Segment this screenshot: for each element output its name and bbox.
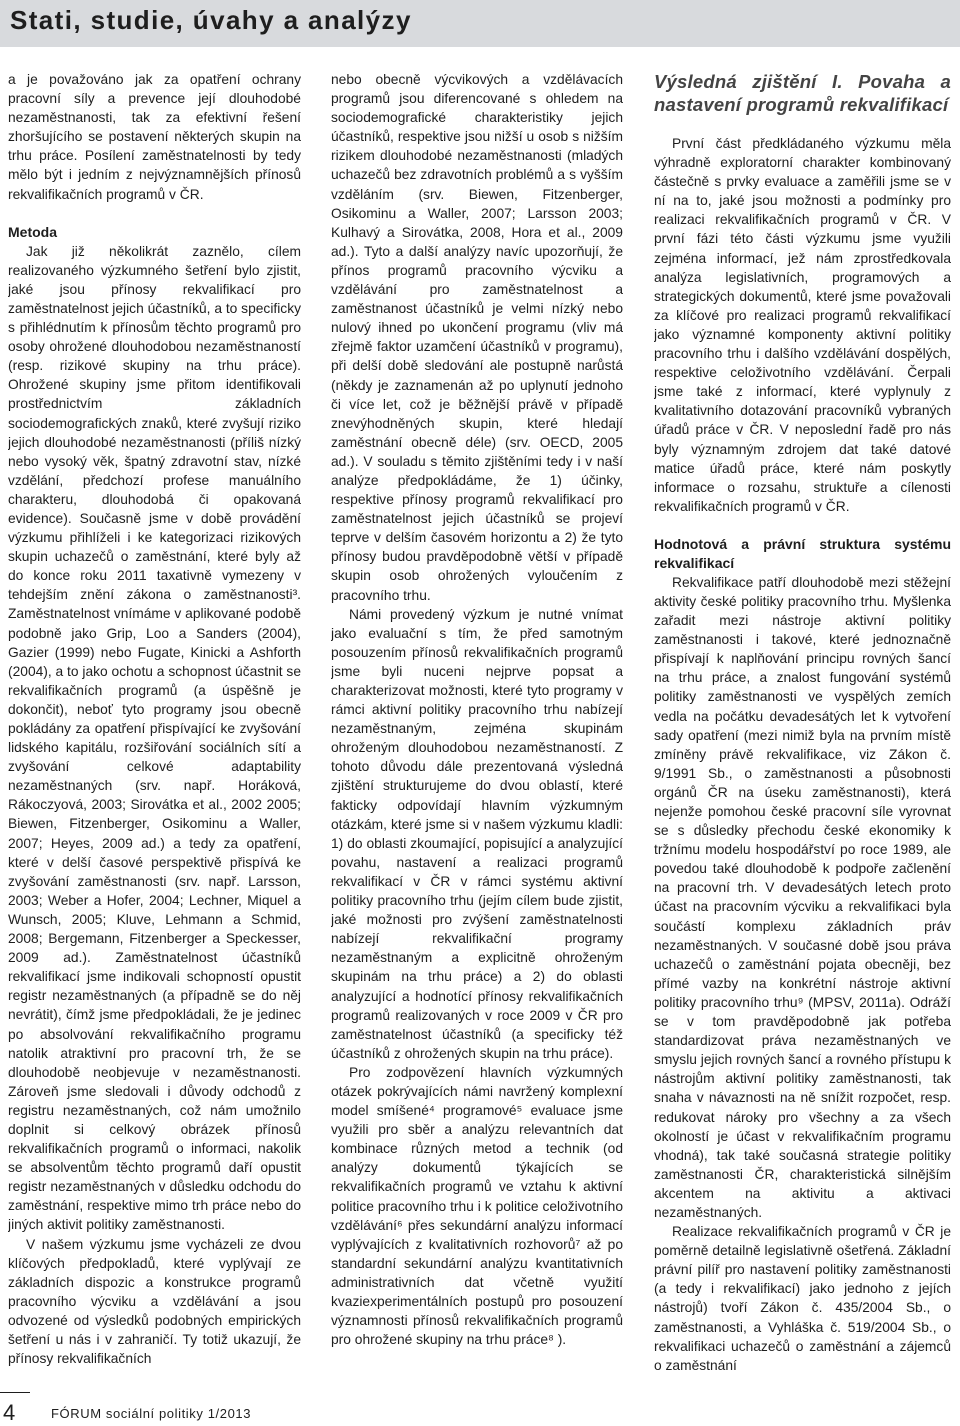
text-column-right: [654, 70, 951, 1390]
section-heading-metoda: Metoda: [8, 223, 57, 240]
paragraph: V našem výzkumu jsme vycházeli ze dvou klíčových předpokladů, které vyplývají ze základních dispozic a konstrukce programů pracovního výcviku a vzdělávání a jsou odvozené od výsledků podobných empirických šetření u nás i v zahraničí. Ty totiž ukazují, že přínosy rekvalifikačních: [8, 1236, 301, 1367]
footer-rule: [0, 1392, 30, 1393]
text-column-middle: [331, 70, 623, 1390]
paragraph: Realizace rekvalifikačních programů v ČR je poměrně detailně legislativně ošetřená. Základní právní pilíř pro nastavení politiky zaměstnanosti (a tedy i rekvalifikací) jako jednoho z jejích nástrojů) tvoří Zákon č. 435/2004 Sb., o zaměstnanosti, a Vyhláška č. 519/2004 Sb., o rekvalifikaci uchazečů o zaměstnání a zájemců o zaměstnání: [654, 1224, 951, 1373]
section-heading-results: Výsledná zjištění I. Povaha a nastavení programů rekvalifikací: [654, 71, 951, 115]
page-number: 4: [3, 1400, 16, 1425]
journal-title: FÓRUM sociální politiky 1/2013: [51, 1406, 252, 1421]
paragraph: První část předkládaného výzkumu měla výhradně exploratorní charakter kombinovaný částečně s prvky evaluace a zaměřili jsme se v ní na to, jaké jsou možnosti a podmínky pro realizaci rekvalifikačních programů v ČR. V první fázi této části výzkumu jsme využili zejména informací, jež nám zprostředkovala analýza legislativních, programových a strategických dokumentů, které jsme považovali za klíčové pro realizaci programů rekvalifikací jako významné komponenty aktivní politiky pracovního trhu i dalšího vzdělávání dospělých, respektive celoživotního vzdělávání. Čerpali jsme také z informací, které vyplynuly z kvalitativního dotazování pracovníků vybraných úřadů práce v ČR. V neposlední řadě pro nás byly významným zdrojem dat také datové matice úřadů práce, které nám poskytly informace o rozsahu, struktuře a cílenosti rekvalifikačních programů v ČR.: [654, 136, 951, 514]
paragraph: nebo obecně výcvikových a vzdělávacích programů jsou diferencované s ohledem na sociodemografické charakteristiky jejich účastníků, respektive jsou nižší u osob s nižším rizikem dlouhodobé nezaměstnanosti (mladých uchazečů bez zdravotních problémů a s vyšším vzděláním (srv. Biewen, Fitzenberger, Osikominu a Waller, 2007; Larsson 2003; Kulhavý a Sirovátka, 2008, Hora et al., 2009 ad.). Tyto a další analýzy navíc upozorňují, že přínos programů pracovního výcviku a vzdělávání pro zaměstnatelnost a zaměstnanost účastníků je velmi nízký nebo nulový ihned po ukončení programu (vliv má zřejmě faktor uzamčení účastníků v programu), při delší době sledování ale postupně narůstá (někdy je zaznamenán až po uplynutí jednoho či více let, což je běžnější právě v případě znevýhodněných skupin, které hledají zaměstnání obecně déle) (srv. OECD, 2005 ad.). V souladu s těmito zjištěními tedy i v naší analýze předpokládáme, že 1) účinky, respektive přínosy programů rekvalifikací pro zaměstnatelnost jejich účastníků se projeví teprve v delším časovém horizontu a 2) že tyto přínosy budou pravděpodobně větší v případě skupin osob ohrožených vyloučením z pracovního trhu.: [331, 72, 623, 603]
paragraph: Námi provedený výzkum je nutné vnímat jako evaluační s tím, že před samotným posouzením přínosů rekvalifikačních programů jsme byli nuceni nejprve popsat a charakterizovat možnosti, které tyto programy v rámci aktivní politiky pracovního trhu nabízejí nezaměstnaným, zejména skupinám ohroženým dlouhodobou nezaměstnaností. Z tohoto důvodu dále prezentovaná výsledná zjištění strukturujeme do dvou oblastí, které fakticky odpovídají hlavním výzkumným otázkám, které jsme si v našem výzkumu kladli: 1) do oblasti zkoumající, popisující a analyzující povahu, nastavení a realizaci programů rekvalifikací v ČR v rámci systému aktivní politiky pracovního trhu (jejím cílem bude zjistit, jaké možnosti pro zvýšení zaměstnatelnosti nabízejí rekvalifikační programy nezaměstnaným a explicitně ohroženým skupinám na trhu práce) a 2) do oblasti analyzující a hodnotící přínosy rekvalifikačních programů realizovaných v roce 2009 v ČR pro zaměstnatelnost účastníků (a specificky též účastníků z ohrožených skupin na trhu práce).: [331, 606, 623, 1061]
text-column-left: [8, 70, 301, 1390]
page-title: Stati, studie, úvahy a analýzy: [10, 5, 412, 35]
section-header: [0, 0, 960, 47]
subsection-heading: Hodnotová a právní struktura systému rekvalifikací: [654, 535, 951, 571]
paragraph: Pro zodpovězení hlavních výzkumných otázek pokrývajících námi navržený komplexní model smíšené⁴ programové⁵ evaluace jsme využili pro sběr a analýzu relevantních dat kombinace různých metod a technik (od analýzy dokumentů týkajících se rekvalifikačních programů ve vztahu k aktivní politice pracovního trhu i k politice celoživotního vzdělávání⁶ přes sekundární analýzu informací vyplývajících z kvalitativních rozhovorů⁷ až po standardní sekundární analýzu kvantitativních administrativních dat včetně využití kvaziexperimentálních postupů pro posouzení významnosti přínosů rekvalifikačních programů pro ohrožené skupiny na trhu práce⁸ ).: [331, 1064, 623, 1348]
page-footer: [0, 1392, 960, 1426]
paragraph: Jak již několikrát zaznělo, cílem realizovaného výzkumného šetření bylo zjistit, jaké jsou přínosy rekvalifikací pro zaměstnatelnost jejich účastníků, a to specificky s přihlédnutím k přínosům těchto programů pro osoby ohrožené dlouhodobou nezaměstnaností (resp. rizikové skupiny na trhu práce). Ohrožené skupiny jsme přitom identifikovali prostřednictvím základních sociodemografických znaků, které zvyšují riziko jejich dlouhodobé nezaměstnanosti (příliš nízký nebo vysoký věk, špatný zdravotní stav, nízké vzdělání, předchozí profese manuálního charakteru, dlouhodobá či opakovaná evidence). Současně jsme v době provádění výzkumu přihlíželi i ke kategorizaci rizikových skupin uchazečů o zaměstnání, které byly až do konce roku 2011 taxativně vymezeny v tehdejším znění zákona o zaměstnanosti³. Zaměstnatelnost vnímáme v aplikované podobě podobně jako Grip, Loo a Sanders (2004), Gazier (1999) nebo Fugate, Kinicki a Ashforth (2004), a to jako ochotu a schopnost účastnit se rekvalifikačních programů (a úspěšně je dokončit), neboť tyto programy jsou obecně pokládány za opatření přispívající ke zvyšování lidského kapitálu, rozšiřování sociálních sítí a zvyšování celkové adaptability nezaměstnaných (srv. např. Horáková, Rákoczyová, 2003; Sirovátka et al., 2002 2005; Biewen, Fitzenberger, Osikominu a Waller, 2007; Heyes, 2009 ad.) a tedy za opatření, které v delší časové perspektivě přispívá ke zvyšování zaměstnanosti (srv. např. Larsson, 2003; Weber a Hofer, 2004; Lechner, Miquel a Wunsch, 2005; Kluve, Lehmann a Schmid, 2008; Bergemann, Fitzenberger a Speckesser, 2009 ad.). Zaměstnatelnost účastníků rekvalifikací jsme indikovali schopností opustit registr nezaměstnaných (a případně se do něj nevrátit), čímž jsme předpokládali, že je jedinec po absolvování rekvalifikačního programu natolik atraktivní pro pracovní trh, že se dlouhodobě neobjevuje v nezaměstnanosti. Zároveň jsme sledovali i důvody odchodů z registru nezaměstnaných, což nám umožnilo doplnit si celkový obrázek přínosů rekvalifikačních programů o informaci, nakolik se absolventům těchto programů daří opustit registr nezaměstnaných v důsledku odchodu do zaměstnání, respektive mimo trh práce nebo do jiných aktivit politiky zaměstnanosti.: [8, 243, 301, 1233]
paragraph: a je považováno jak za opatření ochrany pracovní síly a prevence její dlouhodobé nezaměstnanosti, tak za efektivní řešení zhoršujícího se postavení některých skupin na trhu práce. Posílení zaměstnatelnosti by tedy mělo být i jedním z nejvýznamnějších přínosů rekvalifikačních programů v ČR.: [8, 72, 301, 202]
paragraph: Rekvalifikace patří dlouhodobě mezi stěžejní aktivity české politiky pracovního trhu. Myšlenka zařadit mezi nástroje aktivní politiky zaměstnanosti i takové, které jednoznačně přispívají k naplňování principu rovných šancí na trhu práce, a znalost fungování systémů politiky zaměstnanosti ve vyspělých zemích vedla na počátku devadesátých let k vytvoření sady opatření (mezi nimiž byla na prvním místě zmíněny právě rekvalifikace, viz Zákon č. 9/1991 Sb., o zaměstnanosti a působnosti orgánů ČR na úseku zaměstnanosti), která nejenže pomohou české pracovní síle vyrovnat se s důsledky přechodu české ekonomiky k tržnímu modelu hospodářství po roce 1989, ale povedou také dlouhodobě k podpoře začlenění na pracovní trh. V devadesátých letech proto účast na pracovním výcviku a rekvalifikaci byla součástí komplexu základních práv nezaměstnaných. V současné době jsou práva uchazečů o zaměstnání pojata obecněji, bez přímé vazby na konkrétní nástroje aktivní politiky pracovního trhu⁹ (MPSV, 2011a). Odráží se v tom pravděpodobně jak potřeba standardizovat práva nezaměstnaných ve smyslu jejich rovných šancí a rovného přístupu k nástrojům aktivní politiky zaměstnanosti, tak snaha v návaznosti na ně snížit rozpočet, resp. redukovat nároky pro všechny a za všech okolností je účast v rekvalifikačním programu vhodná), tak také současná strategie politiky zaměstnanosti ČR, charakteristická silnějším akcentem na aktivitu a aktivaci nezaměstnaných.: [654, 574, 951, 1220]
